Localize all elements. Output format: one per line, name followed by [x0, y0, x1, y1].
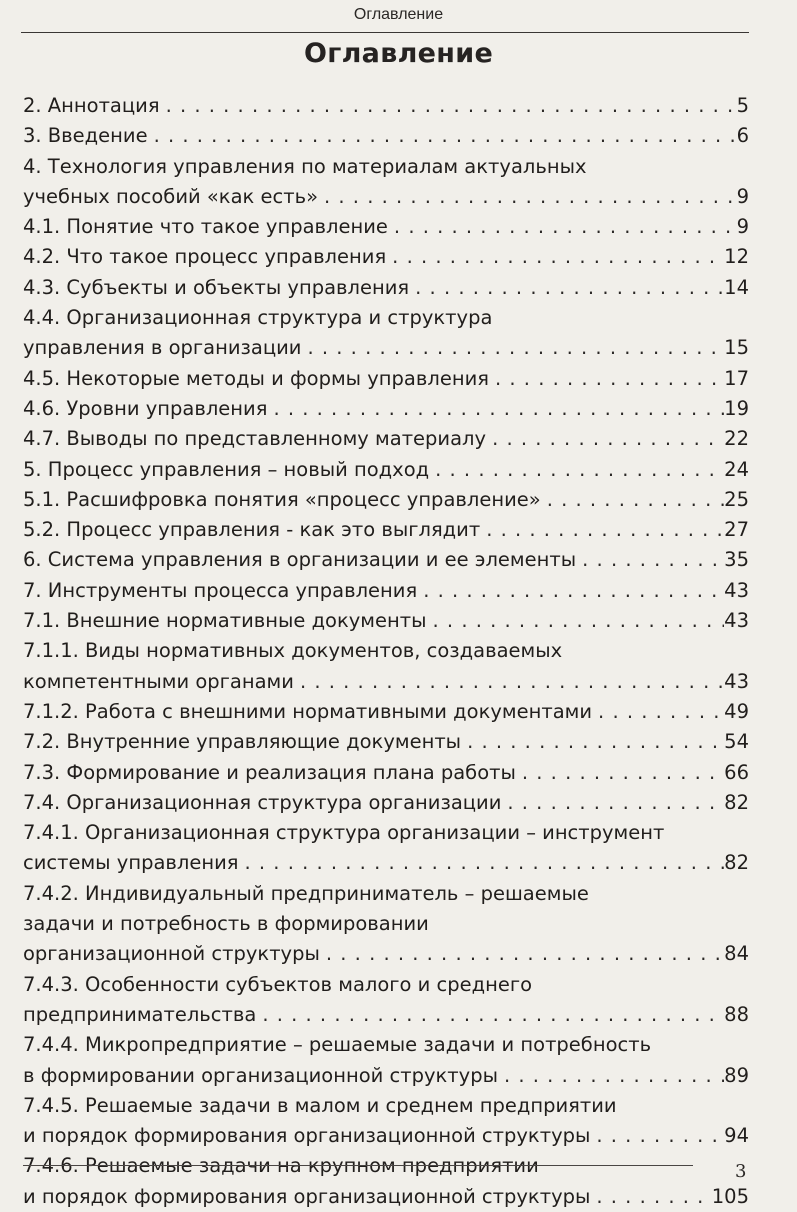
toc-entry-last-line [23, 242, 749, 272]
toc-entry-title-line: 4.3. Субъекты и объекты управления [23, 275, 410, 299]
toc-page-number: 84 [724, 942, 749, 966]
toc-entry-title-line: 4.1. Понятие что такое управление [23, 215, 388, 239]
toc-entry-last-line [23, 1182, 749, 1212]
toc-page-number: 89 [724, 1063, 749, 1087]
toc-entry-last-line [23, 939, 749, 969]
dot-leader [160, 91, 735, 121]
dot-leader [590, 1121, 724, 1151]
toc-entry-last-line [23, 727, 749, 757]
toc-entry-title-line: 7.4.2. Индивидуальный предприниматель – решаемые [23, 881, 589, 905]
toc-page-number: 12 [724, 245, 749, 269]
toc-entry [23, 212, 749, 242]
toc-page-number: 14 [724, 275, 749, 299]
toc-entry-last-line [23, 606, 749, 636]
dot-leader [486, 424, 724, 454]
toc-entry-title-line: 7.4.4. Микропредприятие – решаемые задачи и потребность [23, 1033, 652, 1057]
toc-entry [23, 273, 749, 303]
table-of-contents [23, 91, 749, 1212]
toc-entry-title-line: 7.4.5. Решаемые задачи в малом и среднем предприятии [23, 1093, 617, 1117]
toc-entry-title-line: 4.2. Что такое процесс управления [23, 245, 387, 269]
toc-entry-title-line: 4.6. Уровни управления [23, 396, 268, 420]
toc-entry-last-line [23, 545, 749, 575]
dot-leader [267, 394, 724, 424]
toc-entry-title-line: учебных пособий «как есть» [23, 184, 319, 208]
toc-entry-title-line: 2. Аннотация [23, 94, 160, 117]
toc-page-number: 17 [724, 366, 749, 390]
toc-entry [23, 1030, 749, 1091]
toc-entry-title-line: в формировании организационной структуры [23, 1063, 498, 1087]
dot-leader [320, 939, 724, 969]
dot-leader [301, 333, 724, 363]
toc-entry-title-line: 6. Система управления в организации и ее элементы [23, 548, 577, 572]
toc-entry [23, 242, 749, 272]
toc-entry [23, 515, 749, 545]
dot-leader [592, 697, 724, 727]
toc-entry-last-line [23, 1000, 749, 1030]
header-rule [21, 32, 749, 33]
toc-entry [23, 1151, 749, 1212]
toc-entry-last-line [23, 485, 749, 515]
toc-entry-title-line: 7.1.1. Виды нормативных документов, создаваемых [23, 639, 563, 663]
toc-entry [23, 727, 749, 757]
dot-leader [501, 788, 724, 818]
toc-entry-title-line: 4.7. Выводы по представленному материалу [23, 427, 487, 451]
toc-entry-last-line [23, 394, 749, 424]
toc-entry [23, 545, 749, 575]
toc-page-number: 27 [724, 518, 749, 542]
toc-entry [23, 364, 749, 394]
toc-entry [23, 455, 749, 485]
toc-entry-last-line [23, 91, 749, 121]
dot-leader [409, 273, 724, 303]
toc-page-number: 54 [724, 730, 749, 754]
toc-page-number: 9 [736, 215, 749, 239]
toc-page-number: 43 [724, 609, 749, 633]
dot-leader [417, 576, 724, 606]
toc-page-number: 82 [724, 790, 749, 814]
dot-leader [480, 515, 724, 545]
toc-entry-title-line: 4.5. Некоторые методы и формы управления [23, 366, 489, 390]
dot-leader [256, 1000, 724, 1030]
toc-entry-last-line [23, 697, 749, 727]
toc-entry-title-line: 7.3. Формирование и реализация плана работы [23, 760, 516, 784]
dot-leader [239, 848, 725, 878]
toc-entry-last-line [23, 758, 749, 788]
toc-page-number: 94 [724, 1124, 749, 1148]
running-head: Оглавление [353, 6, 444, 23]
toc-entry-last-line [23, 455, 749, 485]
dot-leader [516, 758, 724, 788]
toc-entry-last-line [23, 576, 749, 606]
toc-entry-title-line: задачи и потребность в формировании [23, 912, 429, 936]
toc-entry [23, 91, 749, 121]
dot-leader [590, 1182, 711, 1212]
toc-entry-title-line: 7.4. Организационная структура организации [23, 790, 502, 814]
toc-page-number: 66 [724, 760, 749, 784]
dot-leader [427, 606, 725, 636]
toc-entry-title-line: системы управления [23, 851, 239, 875]
toc-entry-title-line: 7.1. Внешние нормативные документы [23, 609, 427, 633]
toc-entry-title-line: 5.2. Процесс управления - как это выглядит [23, 518, 481, 542]
toc-entry [23, 636, 749, 697]
toc-page-number: 9 [736, 184, 749, 208]
toc-entry-title-line: 5. Процесс управления – новый подход [23, 457, 430, 481]
dot-leader [541, 485, 724, 515]
toc-entry-title-line: 7.1.2. Работа с внешними нормативными документами [23, 699, 593, 723]
dot-leader [498, 1061, 724, 1091]
toc-page-number: 35 [724, 548, 749, 572]
dot-leader [388, 212, 735, 242]
toc-entry-title-line: управления в организации [23, 336, 302, 360]
toc-entry-last-line [23, 182, 749, 212]
page-title: Оглавление [303, 38, 494, 69]
toc-entry [23, 818, 749, 879]
dot-leader [386, 242, 724, 272]
toc-entry-last-line [23, 1061, 749, 1091]
toc-entry [23, 121, 749, 151]
toc-page-number: 82 [724, 851, 749, 875]
dot-leader [294, 667, 724, 697]
toc-page-number: 24 [724, 457, 749, 481]
toc-entry-last-line [23, 364, 749, 394]
dot-leader [576, 545, 724, 575]
toc-entry [23, 879, 749, 970]
toc-entry [23, 303, 749, 364]
toc-entry-last-line [23, 273, 749, 303]
dot-leader [489, 364, 724, 394]
toc-entry-last-line [23, 333, 749, 363]
toc-entry-title-line: и порядок формирования организационной структуры [23, 1124, 591, 1148]
toc-entry-last-line [23, 1121, 749, 1151]
toc-entry [23, 424, 749, 454]
toc-entry-last-line [23, 424, 749, 454]
dot-leader [148, 121, 735, 151]
toc-page-number: 105 [711, 1184, 749, 1208]
toc-page-number: 22 [724, 427, 749, 451]
toc-entry-title-line: компетентными органами [23, 669, 294, 693]
dot-leader [318, 182, 735, 212]
toc-entry-title-line: 4.4. Организационная структура и структура [23, 306, 493, 330]
toc-entry-last-line [23, 788, 749, 818]
toc-entry [23, 697, 749, 727]
toc-entry-last-line [23, 667, 749, 697]
toc-page-number: 6 [736, 124, 749, 148]
toc-entry-title-line: 4. Технология управления по материалам актуальных [23, 154, 587, 178]
toc-entry-title-line: организационной структуры [23, 942, 320, 966]
toc-entry-title-line: 7.2. Внутренние управляющие документы [23, 730, 462, 754]
toc-page-number: 43 [724, 578, 749, 602]
toc-entry-title-line: 7. Инструменты процесса управления [23, 578, 418, 602]
toc-entry [23, 576, 749, 606]
toc-entry [23, 606, 749, 636]
toc-entry [23, 970, 749, 1031]
toc-entry-title-line: 5.1. Расшифровка понятия «процесс управление» [23, 487, 541, 511]
toc-entry-last-line [23, 848, 749, 878]
toc-page-number: 49 [724, 699, 749, 723]
footer-rule [23, 1165, 693, 1166]
toc-entry-title-line: 3. Введение [23, 124, 148, 148]
toc-entry-title-line: и порядок формирования организационной структуры [23, 1184, 591, 1208]
toc-page-number: 43 [724, 669, 749, 693]
toc-entry-title-line: предпринимательства [23, 1002, 257, 1026]
toc-page-number: 88 [724, 1002, 749, 1026]
toc-page-number: 5 [736, 94, 749, 117]
dot-leader [461, 727, 724, 757]
toc-page-number: 15 [724, 336, 749, 360]
toc-entry-last-line [23, 212, 749, 242]
toc-entry [23, 485, 749, 515]
toc-entry [23, 152, 749, 213]
toc-page-number: 25 [724, 487, 749, 511]
page-number: 3 [735, 1161, 747, 1182]
toc-entry [23, 788, 749, 818]
toc-entry [23, 1091, 749, 1152]
toc-entry-last-line [23, 515, 749, 545]
toc-entry-last-line [23, 121, 749, 151]
toc-page-number: 19 [724, 396, 749, 420]
toc-entry [23, 394, 749, 424]
toc-entry [23, 758, 749, 788]
toc-entry-title-line: 7.4.1. Организационная структура организации – инструмент [23, 821, 665, 845]
toc-entry-title-line: 7.4.6. Решаемые задачи на крупном предприятии [23, 1154, 539, 1178]
dot-leader [429, 455, 724, 485]
toc-entry-title-line: 7.4.3. Особенности субъектов малого и среднего [23, 972, 533, 996]
